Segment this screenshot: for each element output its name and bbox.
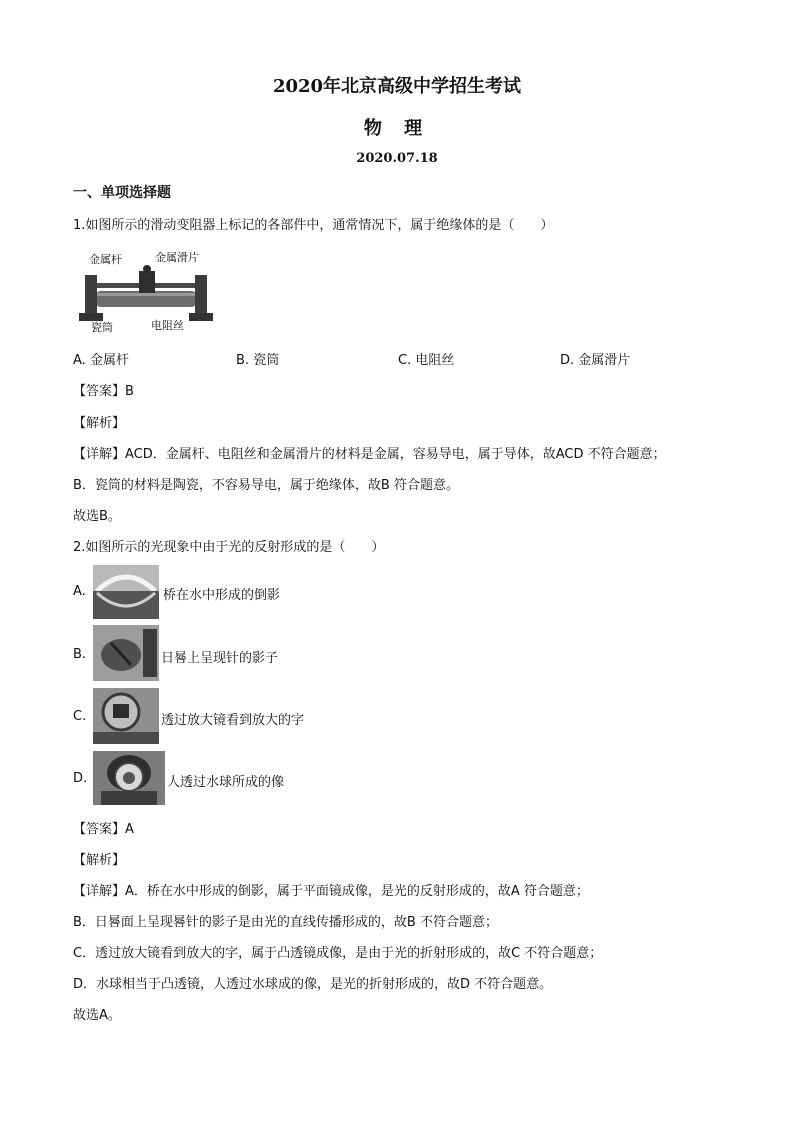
option-letter: C. (398, 353, 412, 368)
sundial-photo (93, 625, 159, 681)
option-letter: B. (236, 353, 250, 368)
label-metal-rod: 金属杆 (89, 253, 122, 266)
label-resistance-wire: 电阻丝 (151, 319, 184, 332)
q1-detail-line: 【详解】ACD．金属杆、电阻丝和金属滑片的材料是金属，容易导电，属于导体，故ACD 不符合题意； (73, 447, 666, 462)
rheostat-figure (77, 247, 215, 333)
q2-option-c-text: 透过放大镜看到放大的字 (161, 713, 305, 728)
q2-option-c-letter: C. (73, 709, 87, 724)
q1-option-b (236, 349, 279, 368)
exam-title: 2020年北京高级中学招生考试 (272, 76, 522, 97)
q2-option-b-letter: B. (73, 647, 87, 662)
q1-answer (73, 380, 134, 399)
q2-option-b-text: 日晷上呈现针的影子 (161, 651, 279, 666)
q2-detail-line: 【详解】A．桥在水中形成的倒影，属于平面镜成像，是光的反射形成的，故A 符合题意； (73, 884, 589, 899)
q1-stem: 1.如图所示的滑动变阻器上标记的各部件中，通常情况下，属于绝缘体的是（ ） (73, 218, 554, 233)
option-letter: A. (73, 353, 86, 368)
q2-detail-line: 故选A。 (73, 1008, 121, 1023)
q2-detail-line: C．透过放大镜看到放大的字，属于凸透镜成像，是由于光的折射形成的，故C 不符合题意； (73, 946, 603, 961)
option-text: 金属杆 (89, 353, 129, 368)
q1-analysis-label: 【解析】 (73, 416, 126, 431)
q2-option-d-letter: D. (73, 771, 88, 786)
label-porcelain-tube: 瓷筒 (91, 321, 113, 334)
option-text: 瓷筒 (253, 353, 280, 368)
q1-option-a (73, 349, 129, 368)
option-text: 金属滑片 (578, 353, 631, 368)
water-ball-photo (93, 751, 165, 805)
bridge-reflection-photo (93, 565, 159, 619)
label-metal-slider: 金属滑片 (155, 251, 199, 264)
q1-detail-line: 故选B。 (73, 509, 121, 524)
q2-answer (73, 818, 134, 837)
magnifier-photo (93, 688, 159, 744)
q1-option-d (560, 349, 630, 368)
q1-option-c (398, 349, 454, 368)
q2-analysis-label: 【解析】 (73, 853, 126, 868)
q2-detail-line: B．日晷面上呈现晷针的影子是由光的直线传播形成的，故B 不符合题意； (73, 915, 498, 930)
section-heading: 一、单项选择题 (73, 185, 171, 201)
answer-label: 【答案】 (73, 384, 126, 399)
q1-detail-line: B．瓷筒的材料是陶瓷，不容易导电，属于绝缘体，故B 符合题意。 (73, 478, 459, 493)
exam-date: 2020.07.18 (356, 151, 438, 166)
q2-option-d-text: 人透过水球所成的像 (167, 775, 285, 790)
option-letter: D. (560, 353, 575, 368)
option-text: 电阻丝 (415, 353, 455, 368)
q2-stem: 2.如图所示的光现象中由于光的反射形成的是（ ） (73, 540, 385, 555)
subject-title: 物 理 (363, 118, 431, 139)
answer-value: B (125, 384, 134, 399)
answer-value: A (125, 822, 134, 837)
q2-option-a-letter: A. (73, 584, 86, 599)
answer-label: 【答案】 (73, 822, 126, 837)
q2-option-a-text: 桥在水中形成的倒影 (163, 588, 281, 603)
q2-detail-line: D．水球相当于凸透镜，人透过水球成的像，是光的折射形成的，故D 不符合题意。 (73, 977, 553, 992)
